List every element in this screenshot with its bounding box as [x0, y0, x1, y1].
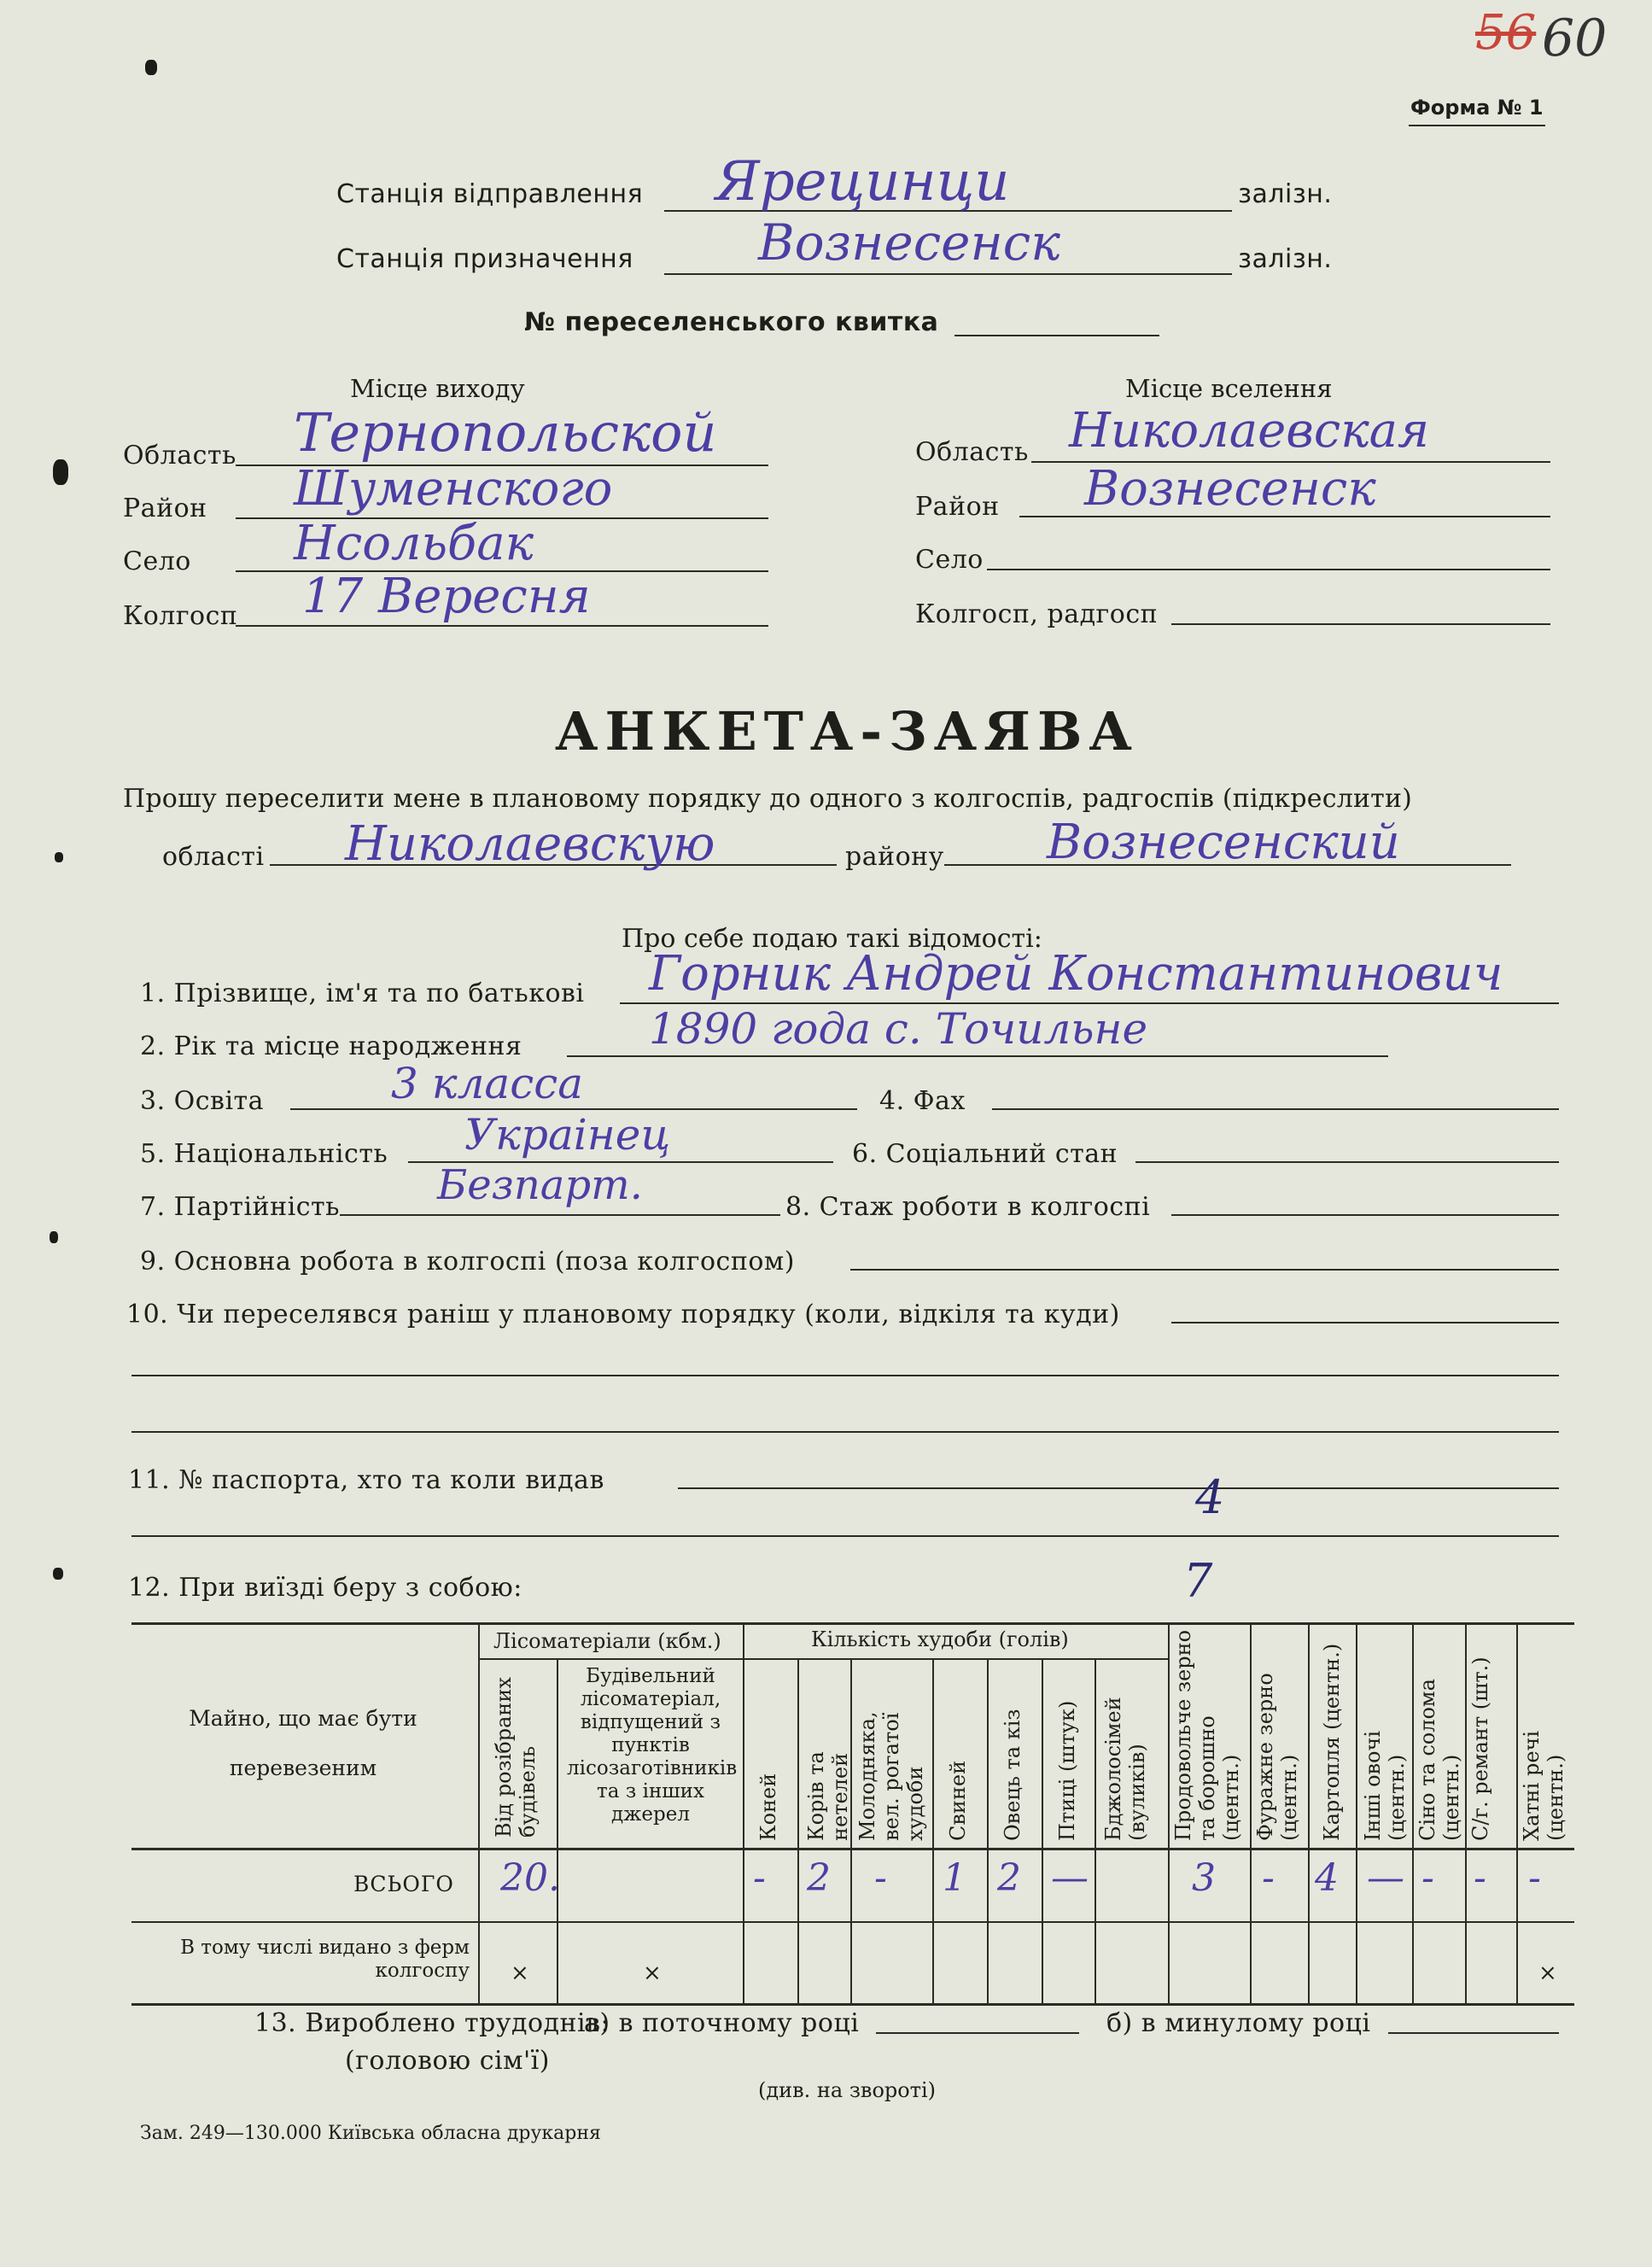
rail-suffix: залізн.	[1238, 244, 1333, 274]
dest-raion-value: Вознесенск	[1084, 461, 1376, 517]
vertical-col-7: Продовольче зерно та борошно (центн.)	[1171, 1629, 1243, 1841]
dest-oblast-label: Область	[915, 437, 1029, 467]
destination-station-label: Станція призначення	[336, 244, 633, 274]
vertical-col-1: Корів та нетелей	[804, 1751, 852, 1841]
request-oblast-value: Николаевскую	[345, 816, 715, 872]
dest-kolhosp-label: Колгосп, радгосп	[915, 599, 1159, 629]
binding-hole	[55, 852, 63, 862]
total-cell: -	[874, 1856, 887, 1900]
origin-raion-label: Район	[123, 494, 207, 523]
total-cell: 2	[997, 1856, 1021, 1900]
field-11-label: 11. № паспорта, хто та коли видав	[128, 1465, 604, 1495]
total-cell: 3	[1192, 1856, 1216, 1900]
origin-oblast-value: Тернопольской	[294, 401, 717, 464]
field-6-label: 6. Соціальний стан	[852, 1139, 1118, 1169]
ticket-label: № переселенського квитка	[524, 307, 939, 337]
col-demolished-header: Від розібраних будівель	[492, 1677, 540, 1838]
field-2-label: 2. Рік та місце народження	[140, 1031, 522, 1061]
incl-cell-mark: ×	[643, 1960, 662, 1986]
total-cell: 2	[807, 1856, 831, 1900]
field-3-label: 3. Освіта	[140, 1086, 265, 1116]
dest-selo-label: Село	[915, 545, 984, 575]
total-row-label: ВСЬОГО	[353, 1872, 454, 1896]
field-3-value: 3 класса	[391, 1059, 584, 1108]
field-1-value: Горник Андрей Константинович	[649, 946, 1503, 1002]
binding-hole	[50, 1231, 58, 1243]
destination-heading: Місце вселення	[1125, 374, 1333, 403]
total-cell: -	[753, 1856, 766, 1900]
request-oblast-label: області	[162, 842, 265, 872]
field-13-a-label: а) в поточному році	[584, 2008, 860, 2038]
field-12-mark: 7	[1183, 1554, 1213, 1608]
field-13-sublabel: (головою сім'ї)	[345, 2046, 550, 2076]
vertical-col-9: Картопля (центн.)	[1320, 1643, 1344, 1841]
vertical-col-0: Коней	[756, 1773, 780, 1841]
vertical-col-11: Сіно та солома (центн.)	[1416, 1679, 1463, 1841]
vertical-col-2: Молодняка, вел. рогатої худоби	[855, 1711, 927, 1841]
vertical-col-10: Інші овочі (центн.)	[1361, 1730, 1409, 1841]
field-1-label: 1. Прізвище, ім'я та по батькові	[140, 979, 585, 1008]
departure-station-label: Станція відправлення	[336, 179, 644, 209]
departure-station-value: Ярецинци	[715, 150, 1010, 213]
vertical-col-3: Свиней	[946, 1760, 970, 1841]
field-11-mark: 4	[1195, 1470, 1225, 1524]
field-12-label: 12. При виїзді беру з собою:	[128, 1573, 522, 1603]
total-cell: -	[1262, 1856, 1275, 1900]
request-raion-value: Вознесенский	[1047, 815, 1400, 870]
field-2-value: 1890 года с. Точильне	[649, 1004, 1148, 1054]
field-5-value: Украінец	[464, 1110, 671, 1160]
origin-oblast-label: Область	[123, 441, 236, 470]
table-first-col-header: Майно, що має бути перевезеним	[189, 1706, 417, 1780]
vertical-col-8: Фуражне зерно (центн.)	[1253, 1673, 1301, 1841]
origin-selo-value: Нсольбак	[294, 516, 534, 571]
total-cell: -	[1421, 1856, 1434, 1900]
incl-cell-mark: ×	[511, 1960, 529, 1986]
see-reverse-note: (див. на звороті)	[758, 2078, 937, 2102]
total-cell: -	[1474, 1856, 1486, 1900]
vertical-col-5: Птиці (штук)	[1055, 1700, 1079, 1841]
incl-row-label: В тому числі видано з ферм колгоспу	[180, 1937, 470, 1982]
total-cell: —	[1367, 1856, 1404, 1900]
archive-number-struck: 56	[1475, 5, 1537, 61]
request-text: Прошу переселити мене в плановому порядку до одного з колгоспів, радгоспів (підкреслити)	[123, 784, 1413, 814]
archive-number: 60	[1542, 9, 1608, 68]
origin-raion-value: Шуменского	[294, 461, 613, 517]
field-9-label: 9. Основна робота в колгоспі (поза колгоспом)	[140, 1247, 795, 1277]
field-7-value: Безпарт.	[437, 1161, 643, 1209]
vertical-col-12: С/г. ремант (шт.)	[1468, 1656, 1492, 1841]
form-number: Форма № 1	[1410, 96, 1544, 120]
field-13-label: 13. Вироблено трудоднів:	[254, 2008, 610, 2038]
binding-hole	[53, 1568, 63, 1580]
total-cell: 4	[1315, 1856, 1339, 1900]
info-intro: Про себе подаю такі відомості:	[622, 924, 1042, 954]
field-8-label: 8. Стаж роботи в колгоспі	[785, 1192, 1151, 1222]
binding-hole	[53, 459, 68, 485]
field-4-label: 4. Фах	[879, 1086, 966, 1116]
vertical-col-13: Хатні речі (центн.)	[1520, 1730, 1567, 1841]
rail-suffix: залізн.	[1238, 179, 1333, 209]
request-raion-label: району	[845, 842, 944, 872]
vertical-col-6: Бджолосімей (вуликів)	[1101, 1697, 1149, 1841]
field-13-b-label: б) в минулому році	[1106, 2008, 1371, 2038]
binding-hole	[145, 60, 157, 75]
total-cell: -	[1528, 1856, 1541, 1900]
printer-info: Зам. 249—130.000 Київська обласна друкарня	[140, 2123, 601, 2144]
field-5-label: 5. Національність	[140, 1139, 388, 1169]
form-title: АНКЕТА-ЗАЯВА	[555, 700, 1139, 762]
destination-station-value: Вознесенск	[758, 213, 1060, 272]
incl-cell-mark: ×	[1538, 1960, 1557, 1986]
vertical-col-4: Овець та кіз	[1001, 1709, 1024, 1841]
dest-oblast-value: Николаевская	[1069, 403, 1430, 459]
group-livestock-header: Кількість худоби (голів)	[811, 1627, 1069, 1651]
origin-heading: Місце виходу	[350, 374, 525, 403]
total-cell: 1	[943, 1856, 966, 1900]
total-cell: —	[1051, 1856, 1089, 1900]
field-10-label: 10. Чи переселявся раніш у плановому порядку (коли, відкіля та куди)	[126, 1300, 1120, 1329]
dest-raion-label: Район	[915, 492, 1000, 522]
origin-kolhosp-label: Колгосп	[123, 601, 238, 631]
col-building-header: Будівельний лісоматеріал, відпущений з пунктів лісозаготівників та з інших джерел	[567, 1665, 738, 1826]
origin-selo-label: Село	[123, 546, 191, 576]
field-7-label: 7. Партійність	[140, 1192, 340, 1222]
total-cell: 20.	[500, 1856, 560, 1900]
origin-kolhosp-value: 17 Вересня	[302, 569, 591, 624]
group-lumber-header: Лісоматеріали (кбм.)	[493, 1629, 721, 1653]
